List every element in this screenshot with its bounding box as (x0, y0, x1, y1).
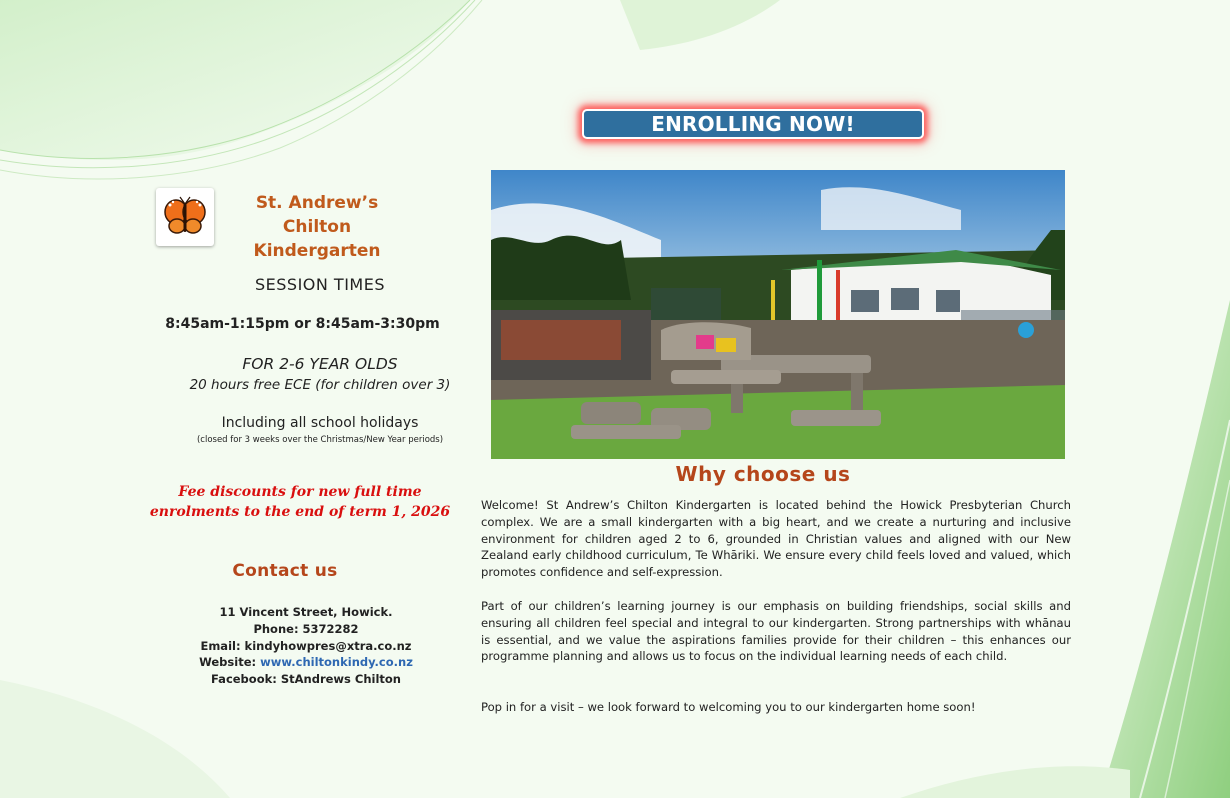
visit-invitation-paragraph: Pop in for a visit – we look forward to welcoming you to our kindergarten home soon! (481, 700, 976, 714)
website-link[interactable]: www.chiltonkindy.co.nz (260, 655, 413, 670)
contact-email: Email: kindyhowpres@xtra.co.nz (200, 638, 412, 653)
why-choose-us-heading: Why choose us (675, 462, 851, 486)
logo-tile (156, 188, 214, 246)
contact-details (150, 604, 462, 688)
school-name (232, 191, 402, 263)
playground-photo (491, 170, 1065, 459)
butterfly-icon (156, 188, 214, 246)
session-times-heading: SESSION TIMES (254, 275, 385, 294)
contact-heading: Contact us (232, 561, 338, 581)
session-times-value: 8:45am-1:15pm or 8:45am-3:30pm (165, 316, 440, 332)
school-name-line2: Chilton (282, 217, 352, 237)
contact-address: 11 Vincent Street, Howick. (219, 605, 393, 619)
contact-website (150, 654, 462, 671)
website-label: Website: (199, 655, 257, 670)
contact-facebook: Facebook: StAndrews Chilton (211, 672, 401, 687)
intro-paragraph: Welcome! St Andrew’s Chilton Kindergarten is located behind the Howick Presbyterian Church complex. We are a small kindergarten with a big heart, and we create a nurturing and inclusive environment for children aged 2 to 6, grounded in Christian values and aligned with our New Zealand early childhood curriculum, Te Whāriki. We ensure every child feels loved and valued, which promotes confidence and self-expression. (481, 498, 1071, 580)
learning-journey-paragraph: Part of our children’s learning journey is our emphasis on building friendships, social skills and ensuring all children feel special and integral to our kindergarten. Strong partnerships with whānau is essential, and we value the aspirations families provide for their children – this enhances our programme planning and allows us to focus on the individual learning needs of each child. (481, 599, 1071, 664)
fee-discount-notice (130, 482, 470, 522)
age-range-title: FOR 2-6 YEAR OLDS (242, 355, 398, 373)
fee-discount-line2: enrolments to the end of term 1, 2026 (149, 504, 451, 520)
contact-phone: Phone: 5372282 (253, 621, 359, 636)
fee-discount-line1: Fee discounts for new full time (178, 484, 422, 500)
holidays-note: Including all school holidays (221, 415, 419, 431)
free-ece-note: 20 hours free ECE (for children over 3) (189, 377, 451, 393)
enrolling-now-button[interactable]: ENROLLING NOW! (582, 109, 924, 139)
school-name-line1: St. Andrew’s (255, 193, 379, 213)
school-name-line3: Kindergarten (253, 241, 381, 261)
closed-period-note: (closed for 3 weeks over the Christmas/New Year periods) (196, 435, 444, 445)
